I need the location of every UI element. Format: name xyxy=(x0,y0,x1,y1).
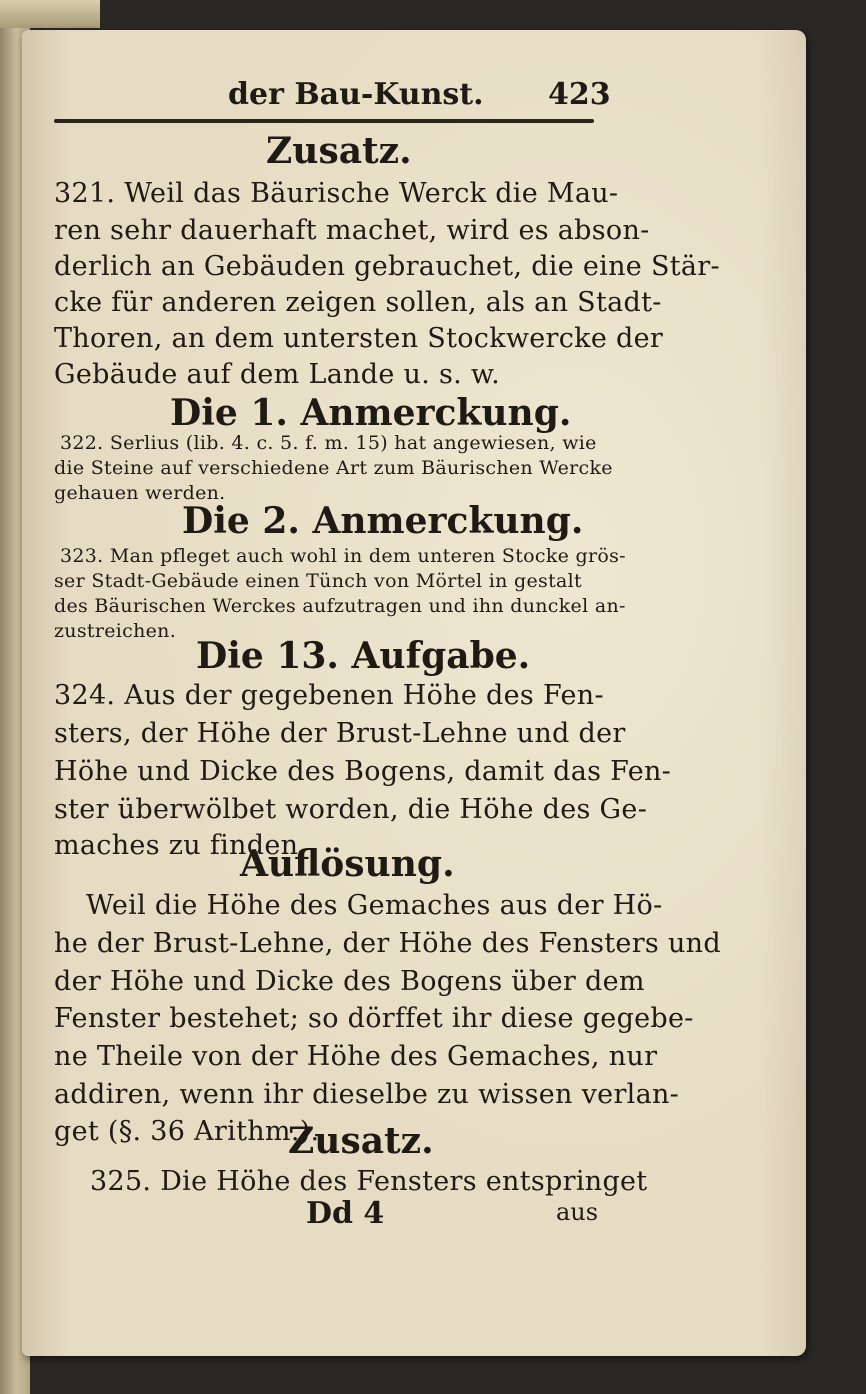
page-number: 423 xyxy=(548,77,611,112)
section-heading: Die 13. Aufgabe. xyxy=(196,635,531,677)
header-rule xyxy=(54,119,594,123)
note-line: 322. Serlius (lib. 4. c. 5. f. m. 15) hat angewiesen, wie xyxy=(60,432,597,454)
section-heading: Zusatz. xyxy=(288,1120,434,1162)
text-line: sters, der Höhe der Brust-Lehne und der xyxy=(54,718,626,749)
note-line: ser Stadt-Gebäude einen Tünch von Mörtel in gestalt xyxy=(54,570,582,592)
catchword: aus xyxy=(556,1198,599,1226)
text-line: get (§. 36 Arithm.). xyxy=(54,1116,320,1147)
text-line: ren sehr dauerhaft machet, wird es abson- xyxy=(54,215,650,246)
text-line: maches zu finden. xyxy=(54,830,308,861)
text-line: Gebäude auf dem Lande u. s. w. xyxy=(54,359,500,390)
text-line: addiren, wenn ihr dieselbe zu wissen verlan- xyxy=(54,1079,680,1110)
running-title: der Bau-Kunst. xyxy=(228,77,484,112)
signature-mark: Dd 4 xyxy=(306,1196,385,1231)
text-line: Weil die Höhe des Gemaches aus der Hö- xyxy=(86,890,663,921)
text-line: cke für anderen zeigen sollen, als an Stadt- xyxy=(54,287,662,318)
note-line: die Steine auf verschiedene Art zum Bäurischen Wercke xyxy=(54,457,613,479)
text-line: Höhe und Dicke des Bogens, damit das Fen- xyxy=(54,756,672,787)
text-line: he der Brust-Lehne, der Höhe des Fensters und xyxy=(54,928,721,959)
text-line: ne Theile von der Höhe des Gemaches, nur xyxy=(54,1041,658,1072)
section-heading: Auflösung. xyxy=(240,843,455,885)
section-heading: Die 2. Anmerckung. xyxy=(182,500,584,542)
text-line: 324. Aus der gegebenen Höhe des Fen- xyxy=(54,680,604,711)
section-heading: Die 1. Anmerckung. xyxy=(170,392,572,434)
note-line: zustreichen. xyxy=(54,620,177,642)
note-line: gehauen werden. xyxy=(54,482,226,504)
text-line: 321. Weil das Bäurische Werck die Mau- xyxy=(54,178,619,209)
text-line: Thoren, an dem untersten Stockwercke der xyxy=(54,323,664,354)
text-line: Fenster bestehet; so dörffet ihr diese gegebe- xyxy=(54,1003,694,1034)
text-line: 325. Die Höhe des Fensters entspringet xyxy=(90,1166,648,1197)
note-line: 323. Man pfleget auch wohl in dem unteren Stocke grös- xyxy=(60,545,626,567)
text-line: der Höhe und Dicke des Bogens über dem xyxy=(54,966,645,997)
section-heading: Zusatz. xyxy=(266,130,412,172)
note-line: des Bäurischen Werckes aufzutragen und ihn dunckel an- xyxy=(54,595,626,617)
top-page-edge xyxy=(0,0,100,28)
text-line: ster überwölbet worden, die Höhe des Ge- xyxy=(54,794,648,825)
text-line: derlich an Gebäuden gebrauchet, die eine Stär- xyxy=(54,251,720,282)
